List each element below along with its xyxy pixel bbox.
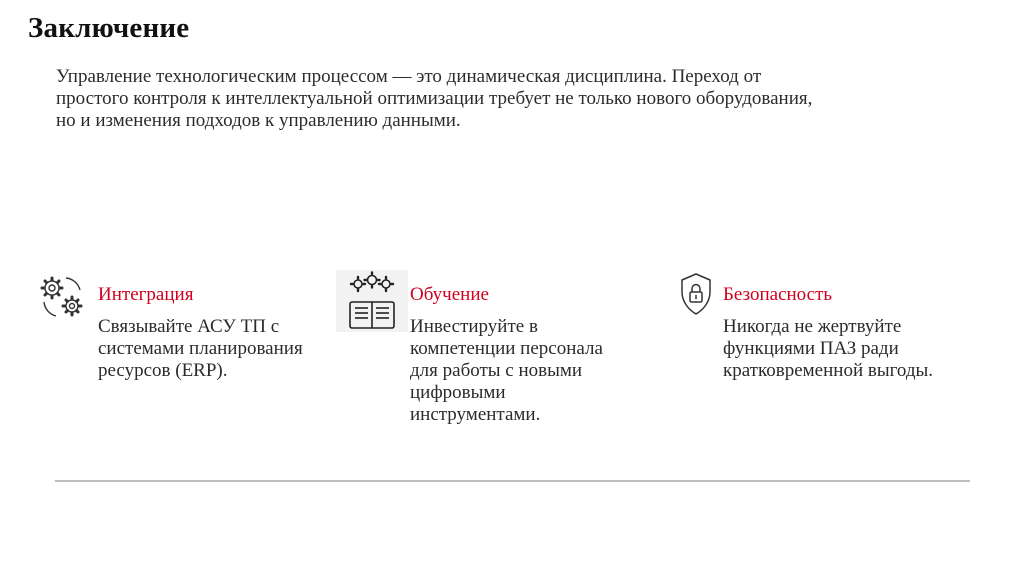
intro-line: но и изменения подходов к управлению данными. <box>56 110 461 131</box>
card-line: Связывайте АСУ ТП с <box>98 316 280 337</box>
card-line: ресурсов (ERP). <box>98 360 228 381</box>
card-line: системами планирования <box>98 338 303 359</box>
intro-paragraph <box>56 66 956 132</box>
card-line: функциями ПАЗ ради <box>723 338 899 359</box>
card-heading: Безопасность <box>723 284 833 305</box>
gears-icon <box>36 270 92 326</box>
card-heading: Интеграция <box>98 284 194 305</box>
card-line: Инвестируйте в <box>410 316 538 337</box>
intro-line: простого контроля к интеллектуальной оптимизации требует не только нового оборудования, <box>56 88 813 109</box>
card-body <box>98 316 303 382</box>
card-line: инструментами. <box>410 404 541 425</box>
card-line: кратковременной выгоды. <box>723 360 934 381</box>
card-line: Никогда не жертвуйте <box>723 316 902 337</box>
divider <box>55 480 970 482</box>
book-gears-icon <box>336 270 392 326</box>
page-title: Заключение <box>28 12 190 44</box>
intro-line: Управление технологическим процессом — это динамическая дисциплина. Переход от <box>56 66 762 87</box>
card-line: цифровыми <box>410 382 506 403</box>
card-line: для работы с новыми <box>410 360 583 381</box>
card-body <box>410 316 603 426</box>
card-heading: Обучение <box>410 284 489 305</box>
card-line: компетенции персонала <box>410 338 603 359</box>
card-body <box>723 316 933 382</box>
